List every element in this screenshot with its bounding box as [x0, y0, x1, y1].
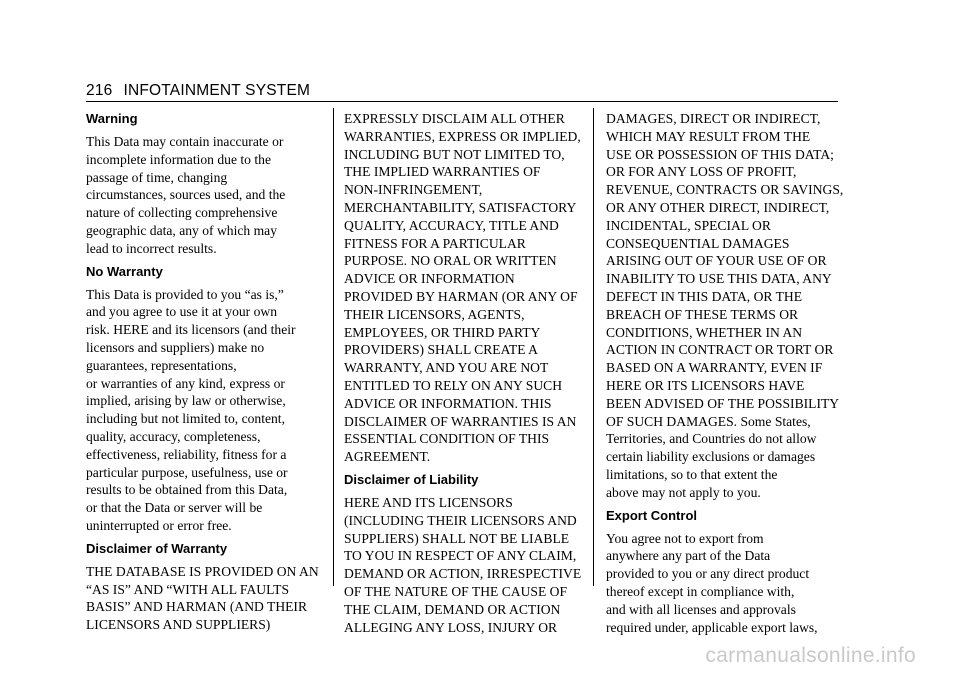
column-2 — [344, 110, 584, 641]
paragraph-disclaimer-of-liability-continued: DAMAGES, DIRECT OR INDIRECT, WHICH MAY RESULT FROM THE USE OR POSSESSION OF THIS DATA; OR FOR ANY LOSS OF PROFIT, REVENUE, CONTRACTS OR SAVINGS, OR ANY OTHER DIRECT, INDIRECT, INCIDENTAL, SPECIAL OR CONSEQUENTIAL DAMAGES ARISING OUT OF YOUR USE OF OR INABILITY TO USE THIS DATA, ANY DEFECT IN THIS DATA, OR THE BREACH OF THESE TERMS OR CONDITIONS, WHETHER IN AN ACTION IN CONTRACT OR TORT OR BASED ON A WARRANTY, EVEN IF HERE OR ITS LICENSORS HAVE BEEN ADVISED OF THE POSSIBILITY OF SUCH DAMAGES. Some States, Territories, and Countries do not allow certain liability exclusions or damages limitations, so to that extent the above may not apply to you. — [606, 111, 844, 500]
heading-disclaimer-of-liability: Disclaimer of Liability — [344, 471, 479, 487]
heading-warning: Warning — [86, 111, 138, 126]
paragraph-disclaimer-of-warranty: THE DATABASE IS PROVIDED ON AN “AS IS” AND “WITH ALL FAULTS BASIS” AND HARMAN (AND THEIR LICENSORS AND SUPPLIERS) — [86, 563, 319, 633]
paragraph-no-warranty: This Data is provided to you “as is,” and you agree to use it at your own risk. HERE and its licensors (and their licensors and suppliers) make no guarantees, representations, or warranties of any kind, express or implied, arising by law or otherwise, including but not limited to, content, quality, accuracy, completeness, effectiveness, reliability, fitness for a particular purpose, usefulness, use or results to be obtained from this Data, or that the Data or server will be uninterrupted or error free. — [86, 286, 296, 533]
heading-no-warranty: No Warranty — [86, 263, 163, 279]
paragraph-export-control: You agree not to export from anywhere any part of the Data provided to you or any direct product thereof except in compliance with, and with all licenses and approvals required under, applicable export laws, — [606, 530, 818, 635]
column-divider-2 — [593, 108, 594, 586]
paragraph-disclaimer-of-warranty-continued: EXPRESSLY DISCLAIM ALL OTHER WARRANTIES, EXPRESS OR IMPLIED, INCLUDING BUT NOT LIMITED TO, THE IMPLIED WARRANTIES OF NON-INFRINGEMENT, MERCHANTABILITY, SATISFACTORY QUALITY, ACCURACY, TITLE AND FITNESS FOR A PARTICULAR PURPOSE. NO ORAL OR WRITTEN ADVICE OR INFORMATION PROVIDED BY HARMAN (OR ANY OF THEIR LICENSORS, AGENTS, EMPLOYEES, OR THIRD PARTY PROVIDERS) SHALL CREATE A WARRANTY, AND YOU ARE NOT ENTITLED TO RELY ON ANY SUCH ADVICE OR INFORMATION. THIS DISCLAIMER OF WARRANTIES IS AN ESSENTIAL CONDITION OF THIS AGREEMENT. — [344, 111, 581, 465]
heading-disclaimer-of-warranty: Disclaimer of Warranty — [86, 540, 228, 556]
paragraph-disclaimer-of-liability: HERE AND ITS LICENSORS (INCLUDING THEIR LICENSORS AND SUPPLIERS) SHALL NOT BE LIABLE TO YOU IN RESPECT OF ANY CLAIM, DEMAND OR ACTION, IRRESPECTIVE OF THE NATURE OF THE CAUSE OF THE CLAIM, DEMAND OR ACTION ALLEGING ANY LOSS, INJURY OR — [344, 494, 582, 635]
column-1 — [86, 110, 322, 639]
column-divider-1 — [333, 108, 334, 586]
paragraph-warning: This Data may contain inaccurate or incomplete information due to the passage of time, changing circumstances, sources used, and the nature of collecting comprehensive geographic data, any of which may lead to incorrect results. — [86, 134, 286, 256]
watermark: carmanualsonline.info — [705, 644, 916, 667]
column-3 — [606, 110, 844, 641]
header-rule — [86, 101, 838, 102]
heading-export-control: Export Control — [606, 507, 697, 523]
page-number: 216 — [86, 82, 113, 99]
section-title: INFOTAINMENT SYSTEM — [123, 82, 311, 99]
page-header — [86, 82, 310, 100]
